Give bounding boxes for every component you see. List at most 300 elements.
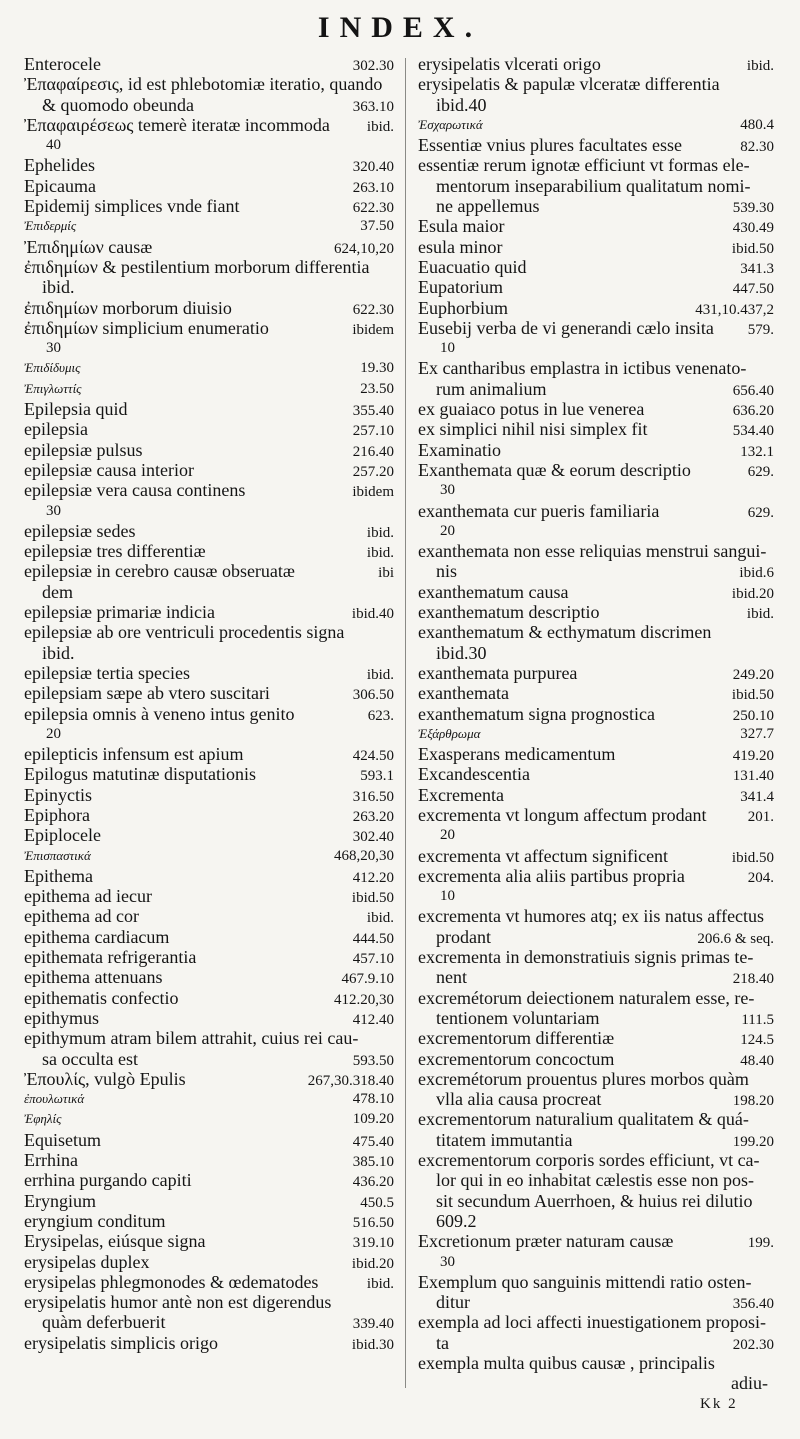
entry-reference: 436.20 [352, 1174, 394, 1191]
entry-text: dem [42, 581, 73, 602]
index-entry [24, 1333, 394, 1353]
entry-reference: 363.10 [352, 98, 394, 115]
entry-text: excrementa vt affectum significent [418, 845, 669, 866]
entry-reference: 320.40 [352, 159, 394, 176]
entry-text: epithymum atram bilem attrahit, cuius rei cau- [24, 1028, 359, 1049]
index-entry [418, 724, 774, 744]
entry-text: Ἐπουλίς, vulgò Epulis [24, 1068, 186, 1089]
index-entry [418, 947, 774, 967]
index-entry [418, 298, 774, 318]
index-entry [24, 643, 394, 663]
entry-text: epilepsiæ tres differentiæ [24, 541, 206, 562]
index-entry [418, 1191, 774, 1211]
entry-reference: 629. [747, 504, 774, 521]
entry-reference: 622.30 [352, 301, 394, 318]
entry-text: ex guaiaco potus in lue venerea [418, 399, 645, 420]
entry-reference: 593.1 [360, 768, 394, 785]
index-entry [418, 866, 774, 886]
entry-text: exanthematum descriptio [418, 602, 600, 623]
entry-text: esula minor [418, 236, 503, 257]
entry-reference: 82.30 [740, 139, 774, 156]
entry-reference: 316.50 [352, 788, 394, 805]
index-entry [418, 440, 774, 460]
entry-reference: 356.40 [732, 1296, 774, 1313]
left-column [24, 54, 394, 1394]
index-entry [24, 460, 394, 480]
signature-mark: Kk 2 [700, 1396, 738, 1412]
index-entry [418, 216, 774, 236]
index-entry [418, 541, 774, 561]
entry-text: epilepsia omnis à veneno intus genito [24, 703, 295, 724]
index-entry [24, 399, 394, 419]
entry-text: epilepsiæ pulsus [24, 439, 143, 460]
entry-text: Ἐπιδερμίς [24, 218, 77, 234]
entry-text: excrementorum differentiæ [418, 1028, 615, 1049]
entry-reference: 250.10 [732, 707, 774, 724]
index-entry [418, 602, 774, 622]
entry-text: exanthematum causa [418, 581, 569, 602]
entry-reference: 257.10 [352, 423, 394, 440]
entry-text: Epidemij simplices vnde fiant [24, 196, 240, 217]
entry-text: epithema attenuans [24, 967, 163, 988]
index-entry [418, 1069, 774, 1089]
index-entry [418, 1130, 774, 1150]
index-entry [24, 1069, 394, 1089]
entry-reference: 516.50 [352, 1214, 394, 1231]
index-entry [418, 1170, 774, 1190]
entry-text: Equisetum [24, 1129, 101, 1150]
index-entry [418, 622, 774, 642]
entry-text: tentionem voluntariam [436, 1007, 600, 1028]
entry-reference: 480.4 [740, 116, 774, 133]
entry-reference: 48.40 [740, 1052, 774, 1069]
entry-reference: 430.49 [732, 220, 774, 237]
entry-text: Ἐπιγλωττίς [24, 380, 82, 396]
index-entry [24, 1170, 394, 1190]
entry-text: Exemplum quo sanguinis mittendi ratio osten- [418, 1271, 752, 1292]
index-entry [418, 399, 774, 419]
entry-reference: 302.40 [352, 829, 394, 846]
index-entry [418, 135, 774, 155]
entry-reference: 302.30 [352, 58, 394, 74]
index-entry [24, 967, 394, 987]
entry-reference: 539.30 [732, 200, 774, 217]
entry-reference: 534.40 [732, 423, 774, 440]
entry-reference: ibid.20 [351, 1255, 394, 1272]
entry-text: & quomodo obeunda [42, 94, 194, 115]
index-entry [418, 74, 774, 94]
index-entry [24, 1231, 394, 1251]
index-entry [418, 1211, 774, 1231]
index-entry [24, 216, 394, 236]
entry-text: Epiplocele [24, 825, 101, 846]
index-entry [418, 886, 774, 906]
entry-reference: 475.40 [352, 1133, 394, 1150]
index-entry [24, 196, 394, 216]
index-entry [418, 704, 774, 724]
index-entry [24, 501, 394, 521]
index-entry [24, 805, 394, 825]
entry-reference: 385.10 [352, 1154, 394, 1171]
index-entry [24, 135, 394, 155]
index-entry [24, 1272, 394, 1292]
index-entry [418, 338, 774, 358]
index-entry [24, 419, 394, 439]
entry-text: exanthematum & ecthymatum discrimen [418, 622, 712, 643]
entry-text: epithema ad iecur [24, 886, 152, 907]
entry-reference: ibid.50 [731, 849, 774, 866]
entry-text: eryngium conditum [24, 1210, 166, 1231]
index-entry [24, 947, 394, 967]
entry-text: 30 [46, 340, 61, 357]
page-title: INDEX. [317, 11, 483, 44]
entry-text: excrementorum concoctum [418, 1048, 615, 1069]
entry-reference: 249.20 [732, 666, 774, 683]
entry-reference: 656.40 [732, 382, 774, 399]
entry-text: epithematis confectio [24, 987, 179, 1008]
index-entry [24, 1312, 394, 1332]
index-entry [24, 1049, 394, 1069]
entry-text: Eupatorium [418, 277, 503, 298]
entry-reference: 412.20 [352, 869, 394, 886]
entry-text: Errhina [24, 1150, 78, 1171]
entry-reference: 444.50 [352, 930, 394, 947]
index-entry [418, 1272, 774, 1292]
entry-text: exempla ad loci affecti inuestigationem proposi- [418, 1312, 767, 1333]
index-entry [418, 1028, 774, 1048]
entry-text: titatem immutantia [436, 1129, 573, 1150]
index-entry [24, 480, 394, 500]
index-entry [24, 237, 394, 257]
entry-text: Eusebij verba de vi generandi cælo insita [418, 317, 714, 338]
entry-text: excrementa vt humores atq; ex iis natus affectus [418, 906, 765, 927]
index-entry [418, 196, 774, 216]
index-entry [24, 927, 394, 947]
entry-text: erysipelas phlegmonodes & œdematodes [24, 1271, 319, 1292]
entry-reference: 131.40 [732, 768, 774, 785]
entry-reference: ibid.6 [739, 565, 774, 582]
entry-text: nis [436, 561, 458, 582]
entry-text: excrementorum naturalium qualitatem & quá- [418, 1109, 749, 1130]
entry-reference: 412.40 [352, 1011, 394, 1028]
index-entry [24, 561, 394, 581]
entry-text: Exasperans medicamentum [418, 744, 616, 765]
entry-reference: 623. [367, 707, 394, 724]
index-entry [24, 886, 394, 906]
entry-reference: ibid. [366, 524, 394, 541]
entry-text: Epicauma [24, 175, 96, 196]
index-entry [24, 155, 394, 175]
entry-reference: 467.9.10 [341, 971, 394, 988]
index-entry [24, 866, 394, 886]
entry-reference: 447.50 [732, 281, 774, 298]
entry-reference: ibid.40 [351, 606, 394, 623]
entry-reference: ibid. [366, 1275, 394, 1292]
entry-text: Ἐπιδίδυμις [24, 360, 81, 376]
entry-text: excrementa alia aliis partibus propria [418, 865, 685, 886]
index-entry [24, 54, 394, 74]
index-entry [24, 1028, 394, 1048]
entry-reference: ibid. [746, 606, 774, 623]
entry-reference: ibid.50 [351, 890, 394, 907]
entry-reference: 201. [747, 808, 774, 825]
index-entry [418, 663, 774, 683]
entry-text: Esula maior [418, 216, 505, 237]
entry-text: exanthematum signa prognostica [418, 703, 655, 724]
entry-text: 20 [46, 725, 61, 742]
index-entry [24, 1089, 394, 1109]
index-entry [24, 277, 394, 297]
entry-reference: 23.50 [360, 380, 394, 397]
entry-reference: 306.50 [352, 687, 394, 704]
entry-reference: 412.20,30 [334, 991, 394, 1008]
entry-reference: 424.50 [352, 748, 394, 765]
entry-text: Ἐπαφαίρεσις, id est phlebotomiæ iteratio, quando [24, 74, 383, 95]
index-entry [24, 1191, 394, 1211]
index-entry [418, 643, 774, 663]
entry-text: ἐπουλωτικά [24, 1091, 85, 1107]
index-entry [24, 1109, 394, 1129]
entry-text: Ἐπαφαιρέσεως temerè iteratæ incommoda [24, 114, 330, 135]
index-entry [418, 155, 774, 175]
entry-reference: ibid.30 [351, 1336, 394, 1353]
entry-reference: 341.4 [740, 788, 774, 805]
index-entry [418, 825, 774, 845]
entry-text: excrementa in demonstratiuis signis primas te- [418, 947, 754, 968]
entry-text: exanthemata [418, 683, 509, 704]
entry-reference: 199. [747, 1235, 774, 1252]
index-entry [418, 582, 774, 602]
index-entry [24, 115, 394, 135]
entry-text: epilepsiam sæpe ab vtero suscitari [24, 683, 270, 704]
entry-reference: ibid.20 [731, 585, 774, 602]
column-divider [405, 58, 406, 1388]
entry-text: exanthemata non esse reliquias menstrui sangui- [418, 541, 767, 562]
entry-text: epilepticis infensum est apium [24, 744, 244, 765]
entry-text: 20 [440, 827, 455, 844]
entry-text: Epiphora [24, 804, 90, 825]
entry-text: epithymus [24, 1007, 99, 1028]
entry-text: 30 [440, 1253, 455, 1270]
entry-reference: 206.6 & seq. [697, 930, 774, 947]
index-entry [418, 1312, 774, 1332]
index-entry [24, 358, 394, 378]
entry-text: essentiæ rerum ignotæ efficiunt vt formas ele- [418, 155, 750, 176]
entry-text: Exanthemata quæ & eorum descriptio [418, 459, 691, 480]
index-entry [418, 683, 774, 703]
index-entry [24, 602, 394, 622]
entry-text: Essentiæ vnius plures facultates esse [418, 135, 682, 156]
index-entry [24, 1292, 394, 1312]
index-entry [418, 1008, 774, 1028]
index-entry [24, 683, 394, 703]
entry-text: Excretionum præter naturam causæ [418, 1231, 674, 1252]
entry-text: ibid.40 [436, 94, 487, 115]
entry-reference: ibidem [352, 484, 394, 501]
entry-reference: 204. [747, 869, 774, 886]
index-entry [418, 460, 774, 480]
entry-text: ἐπιδημίων & pestilentium morborum differentia [24, 256, 370, 277]
entry-reference: 341.3 [740, 260, 774, 277]
entry-text: vlla alia causa procreat [436, 1089, 602, 1110]
index-entry [418, 967, 774, 987]
entry-reference: 202.30 [732, 1336, 774, 1353]
entry-reference: ibid. [366, 910, 394, 927]
index-entry [418, 358, 774, 378]
entry-text: epilepsia [24, 419, 88, 440]
entry-text: Ἐξάρθρωμα [418, 725, 481, 741]
entry-text: nent [436, 967, 467, 988]
entry-text: epilepsiæ vera causa continens [24, 480, 246, 501]
entry-reference: 629. [747, 463, 774, 480]
entry-reference: ibidem [352, 321, 394, 338]
entry-text: 40 [46, 137, 61, 154]
entry-reference: 109.20 [352, 1111, 394, 1128]
entry-reference: 327.7 [740, 725, 774, 742]
entry-text: epithema ad cor [24, 906, 139, 927]
entry-text: Ἐπισπαστικά [24, 847, 91, 863]
index-entry [24, 1211, 394, 1231]
entry-text: Epinyctis [24, 784, 92, 805]
entry-reference: 263.10 [352, 179, 394, 196]
entry-reference: 257.20 [352, 463, 394, 480]
index-entry [418, 927, 774, 947]
index-entry [418, 805, 774, 825]
index-entry [24, 825, 394, 845]
index-entry [418, 846, 774, 866]
entry-reference: 124.5 [740, 1032, 774, 1049]
index-entry [24, 663, 394, 683]
entry-reference: ibi [378, 565, 394, 582]
index-entry [418, 480, 774, 500]
entry-text: excrementa vt longum affectum prodant [418, 804, 707, 825]
entry-text: epilepsiæ causa interior [24, 459, 194, 480]
index-entry [418, 1353, 774, 1373]
entry-reference: 111.5 [741, 1011, 774, 1028]
index-entry [418, 521, 774, 541]
entry-text: Excandescentia [418, 764, 530, 785]
entry-reference: 263.20 [352, 808, 394, 825]
index-entry [24, 176, 394, 196]
entry-reference: 450.5 [360, 1194, 394, 1211]
entry-reference: 19.30 [360, 360, 394, 377]
entry-text: 609.2 [436, 1210, 477, 1231]
entry-text: 30 [440, 482, 455, 499]
index-entry [418, 1333, 774, 1353]
entry-text: 30 [46, 502, 61, 519]
entry-reference: 579. [747, 321, 774, 338]
index-entry [24, 1252, 394, 1272]
entry-text: sit secundum Auerrhoen, & huius rei dilutio [436, 1190, 753, 1211]
index-entry [24, 1150, 394, 1170]
index-entry [418, 906, 774, 926]
index-entry [24, 1008, 394, 1028]
entry-text: epithemata refrigerantia [24, 947, 197, 968]
entry-text: adiu- [731, 1373, 768, 1394]
entry-reference: 199.20 [732, 1133, 774, 1150]
index-entry [24, 582, 394, 602]
index-entry [418, 1089, 774, 1109]
entry-reference: 339.40 [352, 1316, 394, 1333]
entry-reference: ibid. [366, 666, 394, 683]
index-entry [418, 95, 774, 115]
entry-text: erysipelatis simplicis origo [24, 1332, 218, 1353]
entry-text: lor qui in eo inhabitat cælestis esse non pos- [436, 1170, 754, 1191]
index-entry [24, 440, 394, 460]
entry-text: excrementorum corporis sordes efficiunt, vt ca- [418, 1150, 760, 1171]
entry-text: rum animalium [436, 378, 547, 399]
entry-text: epilepsiæ in cerebro causæ obseruatæ [24, 561, 295, 582]
entry-text: epilepsiæ primariæ indicia [24, 602, 215, 623]
entry-text: 20 [440, 522, 455, 539]
entry-reference: ibid. [746, 58, 774, 74]
entry-text: epithema cardiacum [24, 926, 170, 947]
entry-reference: ibid.50 [731, 240, 774, 257]
entry-text: 10 [440, 340, 455, 357]
index-entry [24, 622, 394, 642]
index-entry [24, 298, 394, 318]
entry-text: excremétorum deiectionem naturalem esse, re- [418, 987, 755, 1008]
index-entry [24, 744, 394, 764]
entry-text: Epilepsia quid [24, 399, 128, 420]
entry-text: erysipelatis vlcerati origo [418, 54, 601, 74]
index-entry [418, 1231, 774, 1251]
index-entry [418, 318, 774, 338]
index-entry [418, 1373, 774, 1393]
index-entry [24, 785, 394, 805]
entry-text: ta [436, 1332, 449, 1353]
index-entry [418, 54, 774, 74]
index-entry [24, 724, 394, 744]
entry-reference: 624,10,20 [334, 240, 394, 257]
index-entry [418, 237, 774, 257]
index-entry [24, 846, 394, 866]
entry-text: Ἐφηλίς [24, 1111, 62, 1127]
entry-text: erysipelatis humor antè non est digerendus [24, 1292, 332, 1313]
index-entry [418, 1292, 774, 1312]
index-entry [418, 561, 774, 581]
entry-text: ibid. [42, 277, 75, 298]
entry-text: epilepsiæ tertia species [24, 662, 190, 683]
index-entry [24, 95, 394, 115]
entry-reference: 457.10 [352, 951, 394, 968]
index-entry [24, 988, 394, 1008]
index-entry [418, 1109, 774, 1129]
index-entry [24, 906, 394, 926]
entry-reference: 478.10 [352, 1091, 394, 1108]
index-entry [24, 379, 394, 399]
entry-text: prodant [436, 926, 491, 947]
index-entry [418, 1252, 774, 1272]
index-entry [418, 176, 774, 196]
index-entry [24, 318, 394, 338]
entry-reference: 622.30 [352, 200, 394, 217]
index-entry [24, 541, 394, 561]
entry-reference: 216.40 [352, 443, 394, 460]
entry-text: ἐπιδημίων morborum diuisio [24, 297, 232, 318]
index-entry [418, 257, 774, 277]
index-entry [418, 379, 774, 399]
entry-reference: 593.50 [352, 1052, 394, 1069]
entry-text: excremétorum prouentus plures morbos quàm [418, 1068, 749, 1089]
entry-reference: 431,10.437,2 [695, 301, 774, 318]
entry-reference: ibid. [366, 545, 394, 562]
right-column [418, 54, 774, 1394]
index-entry [418, 115, 774, 135]
entry-text: Ἐπιδημίων causæ [24, 236, 153, 257]
index-entry [418, 785, 774, 805]
index-entry [418, 764, 774, 784]
